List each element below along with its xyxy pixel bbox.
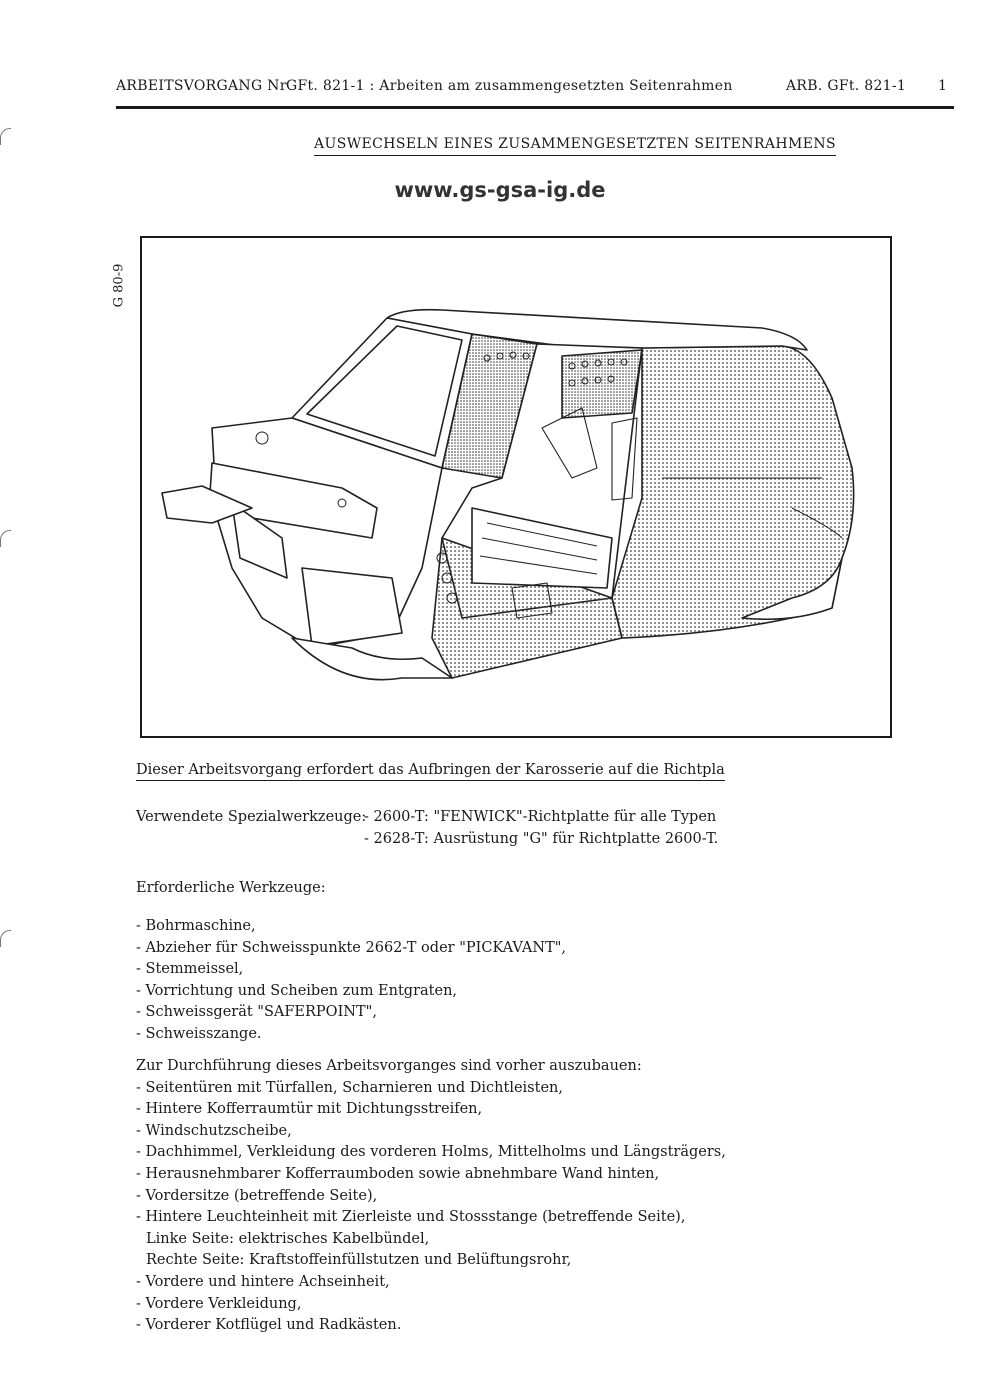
special-tools-label: Verwendete Spezialwerkzeuge: xyxy=(136,809,367,825)
car-body-drawing xyxy=(142,238,890,736)
list-item: - Vordere Verkleidung, xyxy=(136,1295,302,1312)
list-subitem: Rechte Seite: Kraftstoffeinfüllstutzen und Belüftungsrohr, xyxy=(146,1252,572,1269)
list-item: - Hintere Leuchteinheit mit Zierleiste und Stossstange (betreffende Seite), xyxy=(136,1209,686,1226)
procedure-note: Dieser Arbeitsvorgang erfordert das Aufbringen der Karosserie auf die Richtpla xyxy=(136,762,725,781)
list-item: - Bohrmaschine, xyxy=(136,918,256,934)
list-item: - Schweissgerät "SAFERPOINT", xyxy=(136,1004,377,1021)
list-item: - Hintere Kofferraumtür mit Dichtungsstreifen, xyxy=(136,1101,483,1118)
website-url: www.gs-gsa-ig.de xyxy=(394,178,606,202)
special-tool-item: - 2600-T: "FENWICK"-Richtplatte für alle Typen xyxy=(364,809,717,825)
special-tool-item: - 2628-T: Ausrüstung "G" für Richtplatte 2600-T. xyxy=(364,831,719,847)
required-tools-heading: Erforderliche Werkzeuge: xyxy=(136,880,326,896)
list-item: - Herausnehmbarer Kofferraumboden sowie abnehmbare Wand hinten, xyxy=(136,1165,660,1182)
removal-list xyxy=(136,1056,726,1337)
list-item: - Seitentüren mit Türfallen, Scharnieren und Dichtleisten, xyxy=(136,1079,563,1096)
scan-margin-mark xyxy=(0,930,11,947)
page-header xyxy=(116,78,956,102)
header-rule xyxy=(116,106,954,109)
section-title: AUSWECHSELN EINES ZUSAMMENGESETZTEN SEITENRAHMENS xyxy=(314,136,836,156)
list-item: - Stemmeissel, xyxy=(136,961,244,978)
operation-reference: ARB. GFt. 821-1 xyxy=(786,78,907,94)
front-wheel-arch xyxy=(292,638,452,680)
b-pillar xyxy=(562,350,642,418)
scan-margin-mark xyxy=(0,128,11,145)
figure-code-text: G 80-9 xyxy=(111,263,127,308)
operation-title: GFt. 821-1 : Arbeiten am zusammengesetzten Seitenrahmen xyxy=(286,78,733,94)
operation-label: ARBEITSVORGANG Nr xyxy=(116,78,287,94)
scan-margin-mark xyxy=(0,530,11,547)
page-number: 1 xyxy=(938,78,948,94)
list-item: - Vordere und hintere Achseinheit, xyxy=(136,1273,390,1290)
list-item: - Vordersitze (betreffende Seite), xyxy=(136,1187,378,1204)
required-tools-heading-block xyxy=(136,878,326,900)
list-item: - Windschutzscheibe, xyxy=(136,1122,292,1139)
list-item: - Abzieher für Schweisspunkte 2662-T oder "PICKAVANT", xyxy=(136,939,567,956)
list-item: - Vorrichtung und Scheiben zum Entgraten, xyxy=(136,982,458,999)
list-item: - Vorderer Kotflügel und Radkästen. xyxy=(136,1317,402,1334)
list-item: - Dachhimmel, Verkleidung des vorderen Holms, Mittelholms und Längsträgers, xyxy=(136,1144,726,1161)
figure-code xyxy=(111,258,139,318)
removal-heading: Zur Durchführung dieses Arbeitsvorganges sind vorher auszubauen: xyxy=(136,1058,642,1074)
body-shell-illustration xyxy=(140,236,892,738)
required-tools-list xyxy=(136,916,566,1046)
list-item: - Schweisszange. xyxy=(136,1025,262,1042)
list-subitem: Linke Seite: elektrisches Kabelbündel, xyxy=(146,1230,430,1247)
